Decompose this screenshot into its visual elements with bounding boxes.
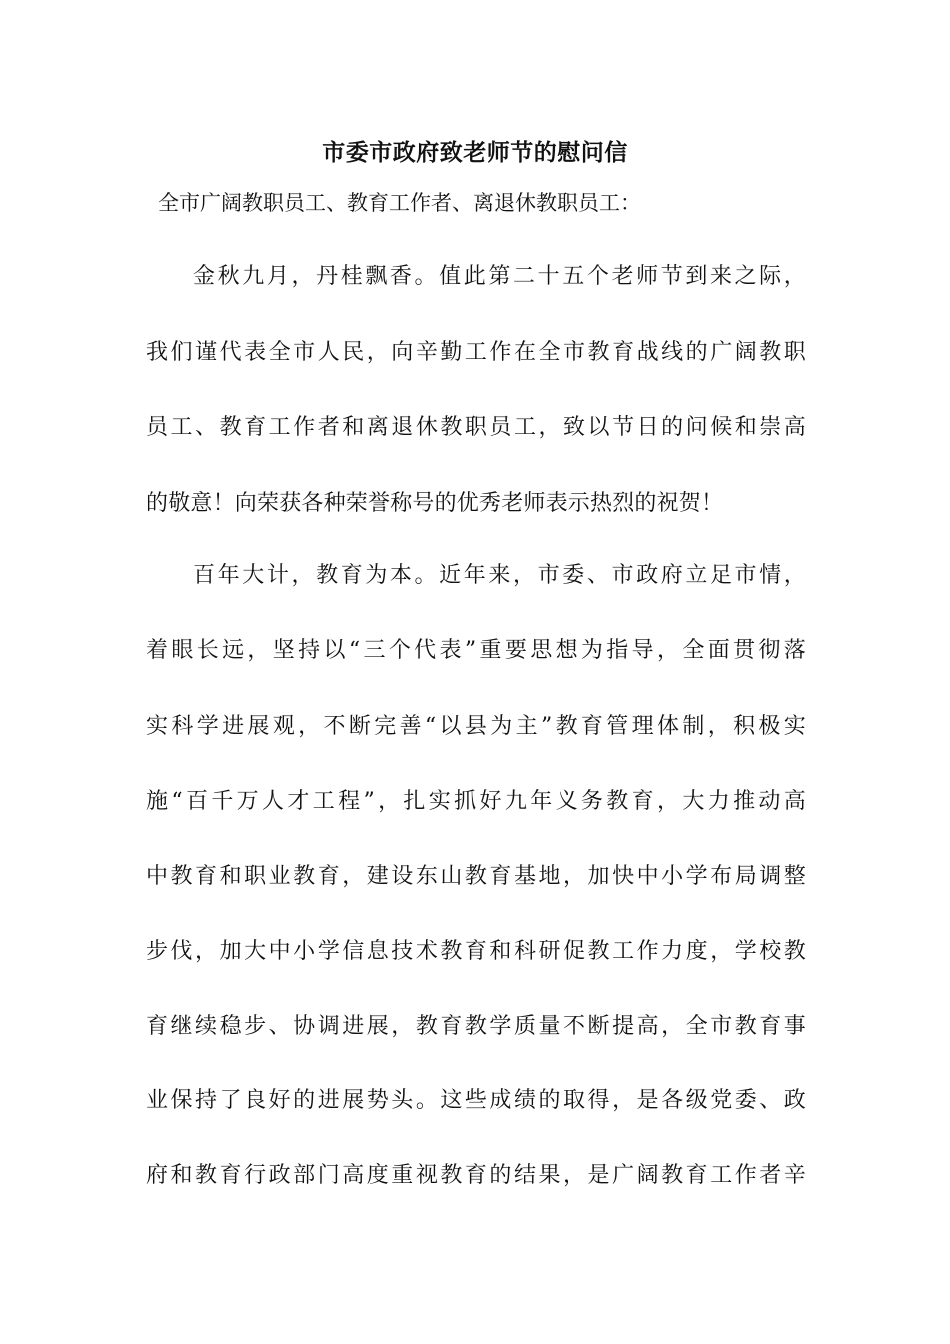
- paragraph-2-line-4: 施“百千万人才工程”，扎实抓好九年义务教育，大力推动高: [146, 789, 806, 814]
- paragraph-2-line-3: 实科学进展观，不断完善“以县为主”教育管理体制，积极实: [146, 714, 806, 739]
- paragraph-2-line-9: 府和教育行政部门高度重视教育的结果，是广阔教育工作者辛: [146, 1163, 806, 1188]
- document-title: 市委市政府致老师节的慰问信: [322, 139, 628, 166]
- paragraph-2-line-8: 业保持了良好的进展势头。这些成绩的取得，是各级党委、政: [146, 1088, 806, 1113]
- paragraph-1-line-2: 我们谨代表全市人民，向辛勤工作在全市教育战线的广阔教职: [146, 340, 806, 365]
- paragraph-2-line-1: 百年大计，教育为本。近年来，市委、市政府立足市情，: [193, 563, 806, 588]
- paragraph-1-line-3: 员工、教育工作者和离退休教职员工，致以节日的问候和崇高: [146, 415, 806, 440]
- paragraph-2-line-5: 中教育和职业教育，建设东山教育基地，加快中小学布局调整: [146, 864, 806, 889]
- paragraph-1-line-1: 金秋九月，丹桂飘香。值此第二十五个老师节到来之际，: [193, 264, 806, 289]
- paragraph-2-line-7: 育继续稳步、协调进展，教育教学质量不断提高，全市教育事: [146, 1014, 806, 1039]
- salutation: 全市广阔教职员工、教育工作者、离退休教职员工：: [158, 191, 641, 215]
- paragraph-2-line-2: 着眼长远，坚持以“三个代表”重要思想为指导，全面贯彻落: [146, 638, 806, 663]
- paragraph-1-line-4: 的敬意！向荣获各种荣誉称号的优秀老师表示热烈的祝贺！: [146, 491, 724, 516]
- paragraph-2-line-6: 步伐，加大中小学信息技术教育和科研促教工作力度，学校教: [146, 939, 806, 964]
